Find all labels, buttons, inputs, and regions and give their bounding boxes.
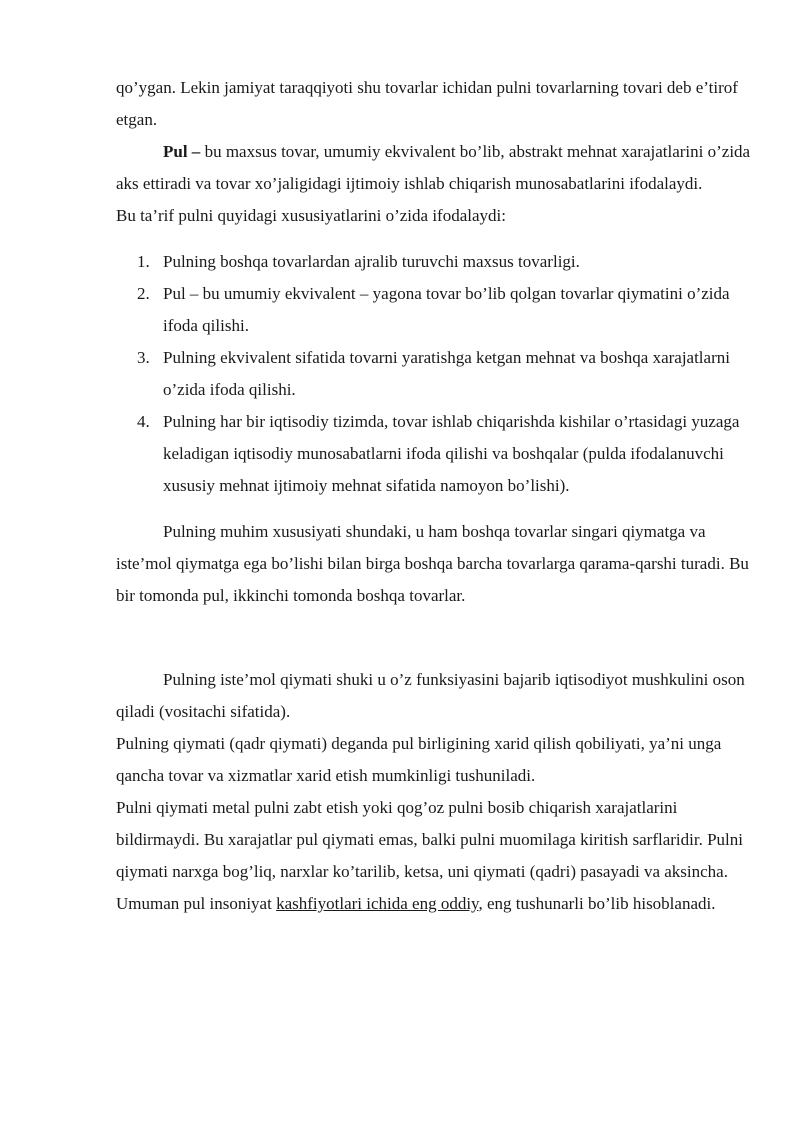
paragraph-intro: qo’ygan. Lekin jamiyat taraqqiyoti shu tovarlar ichidan pulni tovarlarning tovari deb e’tirof etgan. [116,78,738,129]
list-item-text: Pul – bu umumiy ekvivalent – yagona tovar bo’lib qolgan tovarlar qiymatini o’zida ifoda qilishi. [163,284,730,335]
conclusion-text-end: , eng tushunarli bo’lib hisoblanadi. [478,894,716,913]
paragraph-value-costs: Pulni qiymati metal pulni zabt etish yoki qog’oz pulni bosib chiqarish xarajatlarini bildirmaydi. Bu xarajatlar pul qiymati emas, balki pulni muomilaga kiritish sarflaridir. Pulni qiymati narxga bog’liq, narxlar ko’tarilib, ketsa, uni qiymati (qadri) pasayadi va aksincha. [116,798,743,881]
paragraph-conclusion [116,888,756,920]
spacer [116,502,756,516]
list-item-text: Pulning boshqa tovarlardan ajralib turuvchi maxsus tovarligi. [163,252,580,271]
list-item-number: 1. [137,252,150,271]
paragraph-use-value: Pulning iste’mol qiymati shuki u o’z funksiyasini bajarib iqtisodiyot mushkulini oson qiladi (vositachi sifatida). [116,670,745,721]
list-item [137,406,756,502]
list-item-number: 3. [137,348,150,367]
definition-text: bu maxsus tovar, umumiy ekvivalent bo’lib, abstrakt mehnat xarajatlarini o’zida aks ettiradi va tovar xo’jaligidagi ijtimoiy ishlab chiqarish munosabatlarini ifodalaydi. [116,142,751,193]
document-page [116,72,756,920]
spacer [116,612,756,664]
list-item [137,342,756,406]
list-item-number: 4. [137,412,150,431]
list-item-number: 2. [137,284,150,303]
conclusion-text-start: Umuman pul insoniyat [116,894,277,913]
list-item [137,246,756,278]
paragraph-definition [116,136,756,200]
list-item-text: Pulning ekvivalent sifatida tovarni yaratishga ketgan mehnat va boshqa xarajatlarni o’zida ifoda qilishi. [163,348,730,399]
paragraph-key-property: Pulning muhim xususiyati shundaki, u ham boshqa tovarlar singari qiymatga va iste’mol qiymatga ega bo’lishi bilan birga boshqa barcha tovarlarga qarama-qarshi turadi. Bu bir tomonda pul, ikkinchi tomonda boshqa tovarlar. [116,522,749,605]
list-item [137,278,756,342]
paragraph-value-meaning: Pulning qiymati (qadr qiymati) deganda pul birligining xarid qilish qobiliyati, ya’ni unga qancha tovar va xizmatlar xarid etish mumkinligi tushuniladi. [116,734,722,785]
underlined-phrase: kashfiyotlari ichida eng oddiy [276,894,479,913]
list-item-text: Pulning har bir iqtisodiy tizimda, tovar ishlab chiqarishda kishilar o’rtasidagi yuzaga keladigan iqtisodiy munosabatlarni ifoda qilishi va boshqalar (pulda ifodalanuvchi xususiy mehnat ijtimoiy mehnat sifatida namoyon bo’lishi). [163,412,740,495]
properties-list [116,246,756,502]
definition-term: Pul – [163,142,201,161]
paragraph-list-intro: Bu ta’rif pulni quyidagi xususiyatlarini o’zida ifodalaydi: [116,206,506,225]
